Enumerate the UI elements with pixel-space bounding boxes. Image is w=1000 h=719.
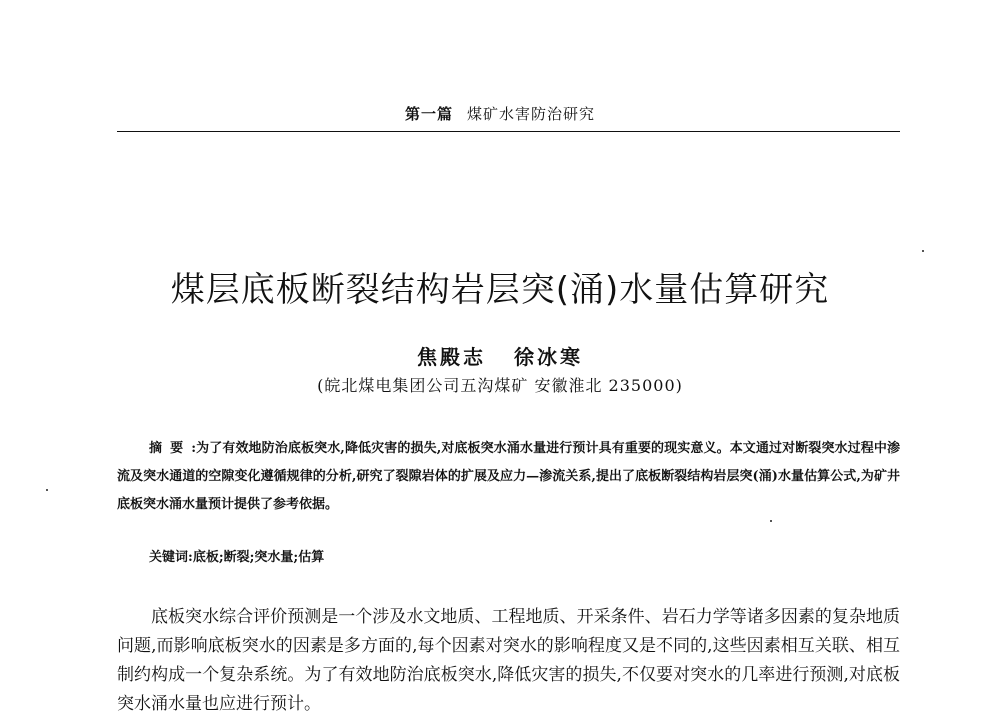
author-name: 徐冰寒 [514, 345, 583, 369]
paper-title: 煤层底板断裂结构岩层突(涌)水量估算研究 [170, 270, 830, 310]
abstract [117, 435, 900, 519]
header-rule [117, 131, 900, 132]
body-paragraph: 底板突水综合评价预测是一个涉及水文地质、工程地质、开采条件、岩石力学等诸多因素的复杂地质问题,而影响底板突水的因素是多方面的,每个因素对突水的影响程度又是不同的,这些因素相互关联、相互制约构成一个复杂系统。为了有效地防治底板突水,降低灾害的损失,不仅要对突水的几率进行预测,对底板突水涌水量也应进行预计。 [117, 607, 900, 714]
author-name: 焦殿志 [417, 345, 486, 369]
running-head-section: 煤矿水害防治研究 [467, 105, 596, 123]
running-head [0, 103, 1000, 124]
running-head-part: 第一篇 [404, 105, 453, 123]
scan-speck [770, 520, 772, 522]
affiliation: (皖北煤电集团公司五沟煤矿 安徽淮北 235000) [317, 376, 683, 395]
keywords-text: :底板;断裂;突水量;估算 [188, 550, 325, 565]
scan-speck [922, 250, 924, 252]
keywords-label: 关键词 [149, 550, 189, 565]
scan-speck [46, 489, 48, 491]
keywords [149, 546, 324, 565]
abstract-text: :为了有效地防治底板突水,降低灾害的损失,对底板突水涌水量进行预计具有重要的现实意义。本文通过对断裂突水过程中渗流及突水通道的空隙变化遵循规律的分析,研究了裂隙岩体的扩展及应力—渗流关系,提出了底板断裂结构岩层突(涌)水量估算公式,为矿井底板突水涌水量预计提供了参考依据。 [117, 441, 900, 512]
author-list [0, 341, 1000, 370]
abstract-label: 摘要 [149, 441, 192, 456]
